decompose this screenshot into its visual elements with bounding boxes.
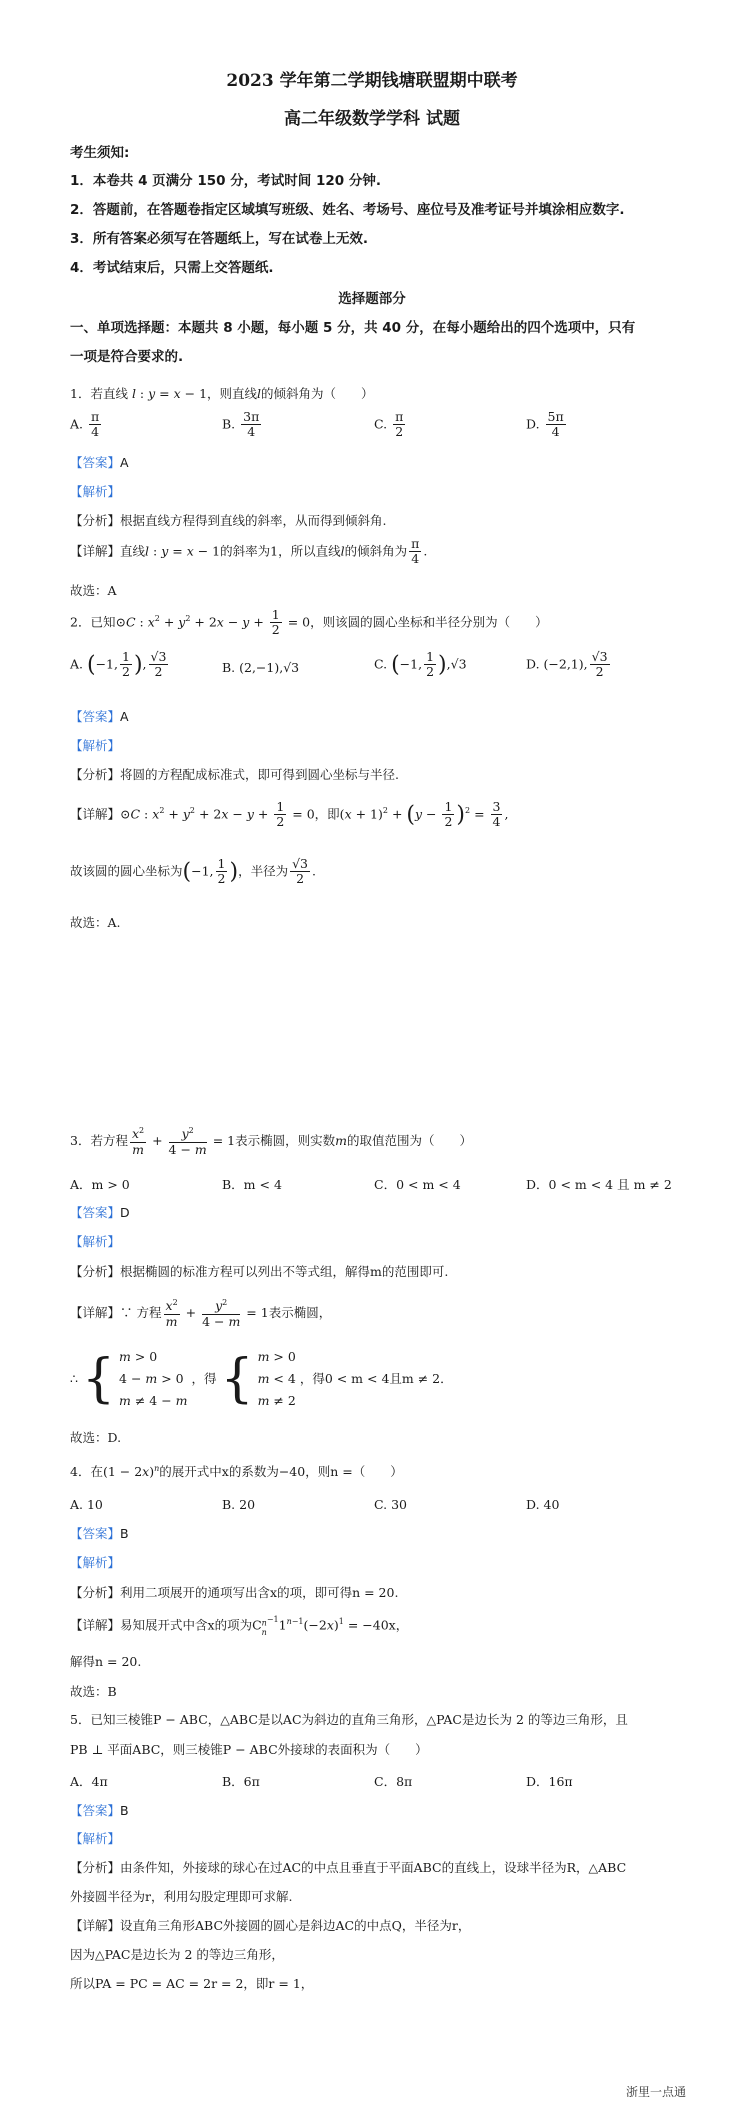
q4-stem: 4．在$(1 - 2x)^n$的展开式中x的系数为−40，则n =（ ） (70, 1463, 403, 1479)
q4-solve: 解得n = 20. (70, 1654, 142, 1669)
q5-option-c: C．8π (374, 1774, 413, 1789)
q1-stem: 1．若直线 l : y = x − 1，则直线l的倾斜角为（ ） (70, 386, 374, 401)
q3-system: ∴ { m > 0 4 − m > 0 m ≠ 4 − m ，得 { m > 0 m < 4 m ≠ 2 ，得0 < m < 4且m ≠ 2． (70, 1349, 453, 1409)
q4-option-a: A. 10 (70, 1497, 103, 1512)
q4-option-c: C. 30 (374, 1497, 407, 1512)
q3-detail: 【详解】∵ 方程 $\frac{x^2}{m}$ + $\frac{y^2}{4 - m}$ = 1表示椭圆， (70, 1298, 332, 1329)
q1-answer: 【答案】A (70, 455, 129, 470)
q3-option-c: C．0 < m < 4 (374, 1177, 461, 1192)
q4-answer: 【答案】B (70, 1526, 129, 1541)
q2-option-a: A. (−1, $\frac{1}{2}$ ), $\frac{√3}{2}$ (70, 649, 167, 680)
q5-stem-cont: PB ⊥ 平面ABC，则三棱锥P − ABC外接球的表面积为（ ） (70, 1742, 428, 1757)
watermark: 浙里一点通 (625, 2085, 686, 2099)
q5-detail-line: 因为△PAC是边长为 2 的等边三角形， (70, 1947, 284, 1962)
q1-detail: 【详解】直线l : y = x − 1的斜率为1，所以直线l的倾斜角为 $\frac{\pi}{4}$ . (70, 536, 428, 567)
exam-subtitle: 高二年级数学学科 试题 (284, 109, 460, 129)
q4-analysis: 【分析】利用二项展开的通项写出含x的项，即可得n = 20. (70, 1585, 399, 1600)
q1-choose: 故选：A (70, 583, 117, 598)
q3-answer: 【答案】D (70, 1205, 130, 1220)
q5-analysis-cont: 外接圆半径为r，利用勾股定理即可求解. (70, 1889, 293, 1904)
q4-option-d: D. 40 (526, 1497, 560, 1512)
q2-analysis: 【分析】将圆的方程配成标准式，即可得到圆心坐标与半径. (70, 767, 399, 782)
q4-choose: 故选：B (70, 1684, 117, 1699)
notice-item: 3．所有答案必须写在答题纸上，写在试卷上无效. (70, 231, 369, 247)
notice-item: 2．答题前，在答题卷指定区域填写班级、姓名、考场号、座位号及准考证号并填涂相应数字. (70, 202, 625, 218)
q2-answer: 【答案】A (70, 709, 129, 724)
q1-analysis: 【分析】根据直线方程得到直线的斜率，从而得到倾斜角. (70, 513, 387, 528)
q5-detail-line: 所以PA = PC = AC = 2r = 2，即r = 1， (70, 1976, 314, 1991)
q2-conclusion: 故该圆的圆心坐标为(−1, $\frac{1}{2}$ )，半径为 $\frac{√3}{2}$ . (70, 856, 316, 887)
q4-option-b: B. 20 (222, 1497, 256, 1512)
section-heading-cont: 一项是符合要求的. (70, 349, 184, 365)
q2-detail: 【详解】⊙C : $x^2 + y^2 + 2x - y$ + $\frac{1}{2}$ = 0，即$(x + 1)^2 + (y$ − $\frac{1}{2}$ )$^2$ = $\frac{3}{4}$ , (70, 799, 509, 830)
part-title: 选择题部分 (338, 291, 406, 307)
notice-item: 1．本卷共 4 页满分 150 分，考试时间 120 分钟. (70, 173, 381, 189)
notice-item: 4．考试结束后，只需上交答题纸. (70, 260, 274, 276)
exam-title: 2023 学年第二学期钱塘联盟期中联考 (226, 71, 518, 91)
q1-option-a: A. $\frac{\pi}{4}$ (70, 409, 100, 440)
q2-analysis-tag: 【解析】 (70, 738, 121, 753)
q1-analysis-tag: 【解析】 (70, 484, 121, 499)
q3-option-d: D．0 < m < 4 且 m ≠ 2 (526, 1177, 672, 1192)
q5-option-d: D．16π (526, 1774, 573, 1789)
q4-analysis-tag: 【解析】 (70, 1555, 121, 1570)
q1-option-c: C. $\frac{\pi}{2}$ (374, 409, 404, 440)
q5-answer: 【答案】B (70, 1803, 129, 1818)
q5-analysis-tag: 【解析】 (70, 1831, 121, 1846)
q2-option-b: B. (2,−1),√3 (222, 660, 300, 675)
q1-option-b: B. $\frac{3\pi}{4}$ (222, 409, 260, 440)
q1-option-d: D. $\frac{5\pi}{4}$ (526, 409, 564, 440)
q3-analysis: 【分析】根据椭圆的标准方程可以列出不等式组，解得m的范围即可. (70, 1264, 449, 1279)
q2-option-c: C. (−1, $\frac{1}{2}$ ),√3 (374, 649, 467, 680)
q3-stem: 3．若方程 $\frac{x^2}{m}$ + $\frac{y^2}{4 - m}$ = 1表示椭圆，则实数m的取值范围为（ ） (70, 1126, 473, 1157)
q5-analysis: 【分析】由条件知，外接球的球心在过AC的中点且垂直于平面ABC的直线上，设球半径为R，△ABC (70, 1860, 627, 1875)
q5-option-a: A．4π (70, 1774, 108, 1789)
q5-stem: 5．已知三棱锥P − ABC，△ABC是以AC为斜边的直角三角形，△PAC是边长为 2 的等边三角形，且 (70, 1712, 628, 1727)
q3-option-b: B．m < 4 (222, 1177, 282, 1192)
q3-analysis-tag: 【解析】 (70, 1234, 121, 1249)
section-heading: 一、单项选择题：本题共 8 小题，每小题 5 分，共 40 分，在每小题给出的四个选项中，只有 (70, 320, 636, 336)
q3-choose: 故选：D. (70, 1430, 122, 1445)
q5-detail: 【详解】设直角三角形ABC外接圆的圆心是斜边AC的中点Q，半径为r， (70, 1918, 471, 1933)
q2-choose: 故选：A. (70, 915, 121, 930)
q5-option-b: B．6π (222, 1774, 260, 1789)
notice-heading: 考生须知: (70, 145, 130, 161)
q2-stem: 2．已知⊙C : $x^2 + y^2 + 2x - y$ + $\frac{1}{2}$ = 0，则该圆的圆心坐标和半径分别为（ ） (70, 607, 548, 638)
q3-option-a: A．m > 0 (70, 1177, 130, 1192)
q4-detail: 【详解】易知展开式中含x的项为$Cn^{-1}$ n $1^{n-1}(-2x)^1 = -40x$， (70, 1615, 409, 1637)
q2-option-d: D. (−2,1), $\frac{√3}{2}$ (526, 649, 608, 680)
